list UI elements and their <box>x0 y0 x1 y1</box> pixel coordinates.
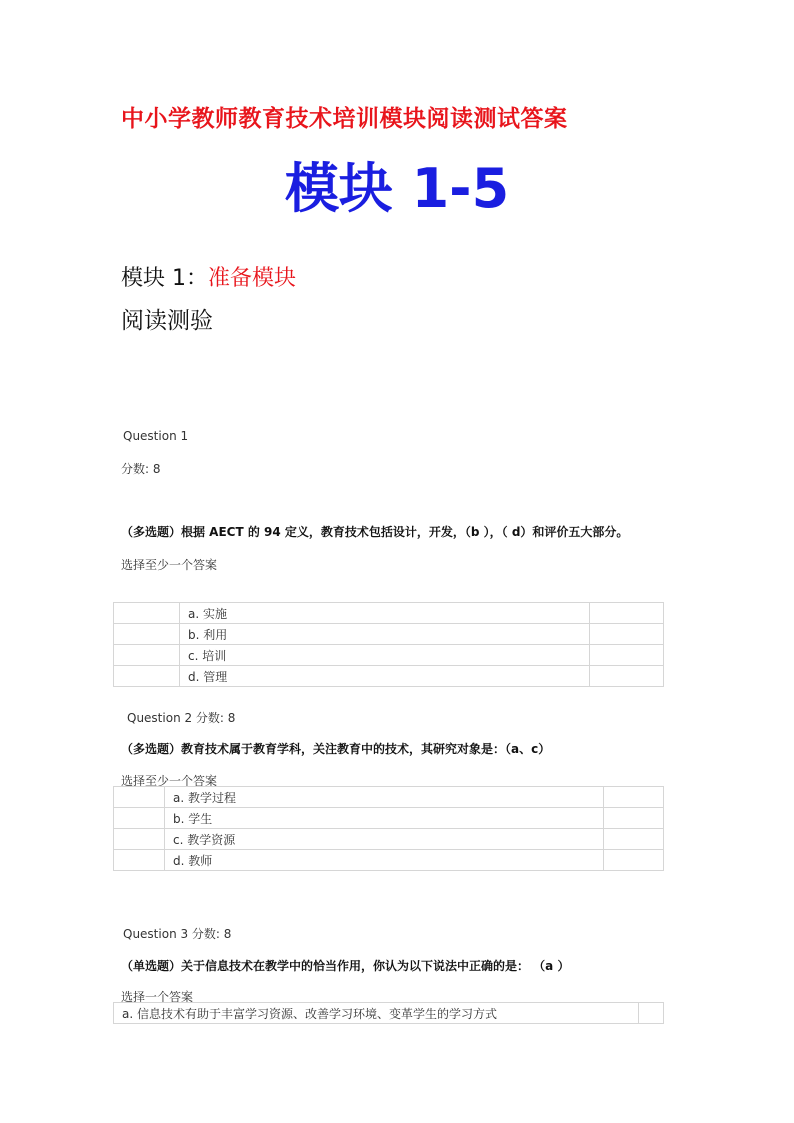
option-select-cell[interactable] <box>114 808 165 829</box>
section-heading: 阅读测验 <box>121 308 213 334</box>
q1-score: 分数: 8 <box>121 462 161 476</box>
option-extra-cell <box>590 624 664 645</box>
module-number: 模块 1： <box>121 266 208 291</box>
q2-instruction: 选择至少一个答案 <box>121 774 218 788</box>
q3-text: （单选题）关于信息技术在教学中的恰当作用，你认为以下说法中正确的是： （a ） <box>121 959 570 973</box>
option-extra-cell <box>590 645 664 666</box>
option-extra-cell <box>604 850 664 871</box>
option-select-cell[interactable] <box>114 850 165 871</box>
table-row[interactable] <box>114 787 664 808</box>
table-row[interactable] <box>114 645 664 666</box>
modules-heading: 模块 1-5 <box>284 157 510 220</box>
table-row[interactable] <box>114 829 664 850</box>
option-select-cell[interactable] <box>114 829 165 850</box>
option-label[interactable]: a. 信息技术有助于丰富学习资源、改善学习环境、变革学生的学习方式 <box>114 1003 639 1024</box>
option-extra-cell <box>639 1003 664 1024</box>
q1-instruction: 选择至少一个答案 <box>121 558 218 572</box>
q1-number: Question 1 <box>123 429 189 443</box>
option-select-cell[interactable] <box>114 603 180 624</box>
table-row[interactable] <box>114 624 664 645</box>
document-title: 中小学教师教育技术培训模块阅读测试答案 <box>121 105 568 132</box>
table-row[interactable] <box>114 850 664 871</box>
option-select-cell[interactable] <box>114 666 180 687</box>
table-row[interactable] <box>114 666 664 687</box>
table-row[interactable] <box>114 808 664 829</box>
option-extra-cell <box>604 829 664 850</box>
table-row[interactable] <box>114 1003 664 1024</box>
option-select-cell[interactable] <box>114 787 165 808</box>
module-name: 准备模块 <box>208 266 297 291</box>
option-label: c. 培训 <box>180 645 590 666</box>
option-label: b. 学生 <box>165 808 604 829</box>
option-select-cell[interactable] <box>114 624 180 645</box>
q3-instruction: 选择一个答案 <box>121 990 194 1004</box>
option-extra-cell <box>590 666 664 687</box>
option-label: a. 实施 <box>180 603 590 624</box>
table-row[interactable] <box>114 603 664 624</box>
option-extra-cell <box>590 603 664 624</box>
q1-options-table <box>113 602 664 687</box>
q3-header: Question 3 分数: 8 <box>123 927 232 941</box>
option-label: b. 利用 <box>180 624 590 645</box>
module-heading <box>121 261 296 292</box>
option-label: d. 教师 <box>165 850 604 871</box>
option-label: c. 教学资源 <box>165 829 604 850</box>
q2-options-table <box>113 786 664 871</box>
q2-text: （多选题）教育技术属于教育学科，关注教育中的技术，其研究对象是：（a、c） <box>121 742 551 756</box>
option-extra-cell <box>604 808 664 829</box>
option-label: d. 管理 <box>180 666 590 687</box>
option-select-cell[interactable] <box>114 645 180 666</box>
q2-header: Question 2 分数: 8 <box>127 711 236 725</box>
option-label: a. 教学过程 <box>165 787 604 808</box>
q1-text: （多选题）根据 AECT 的 94 定义，教育技术包括设计，开发，（b ），（ d）和评价五大部分。 <box>121 525 629 539</box>
option-extra-cell <box>604 787 664 808</box>
q3-options-table <box>113 1002 664 1024</box>
